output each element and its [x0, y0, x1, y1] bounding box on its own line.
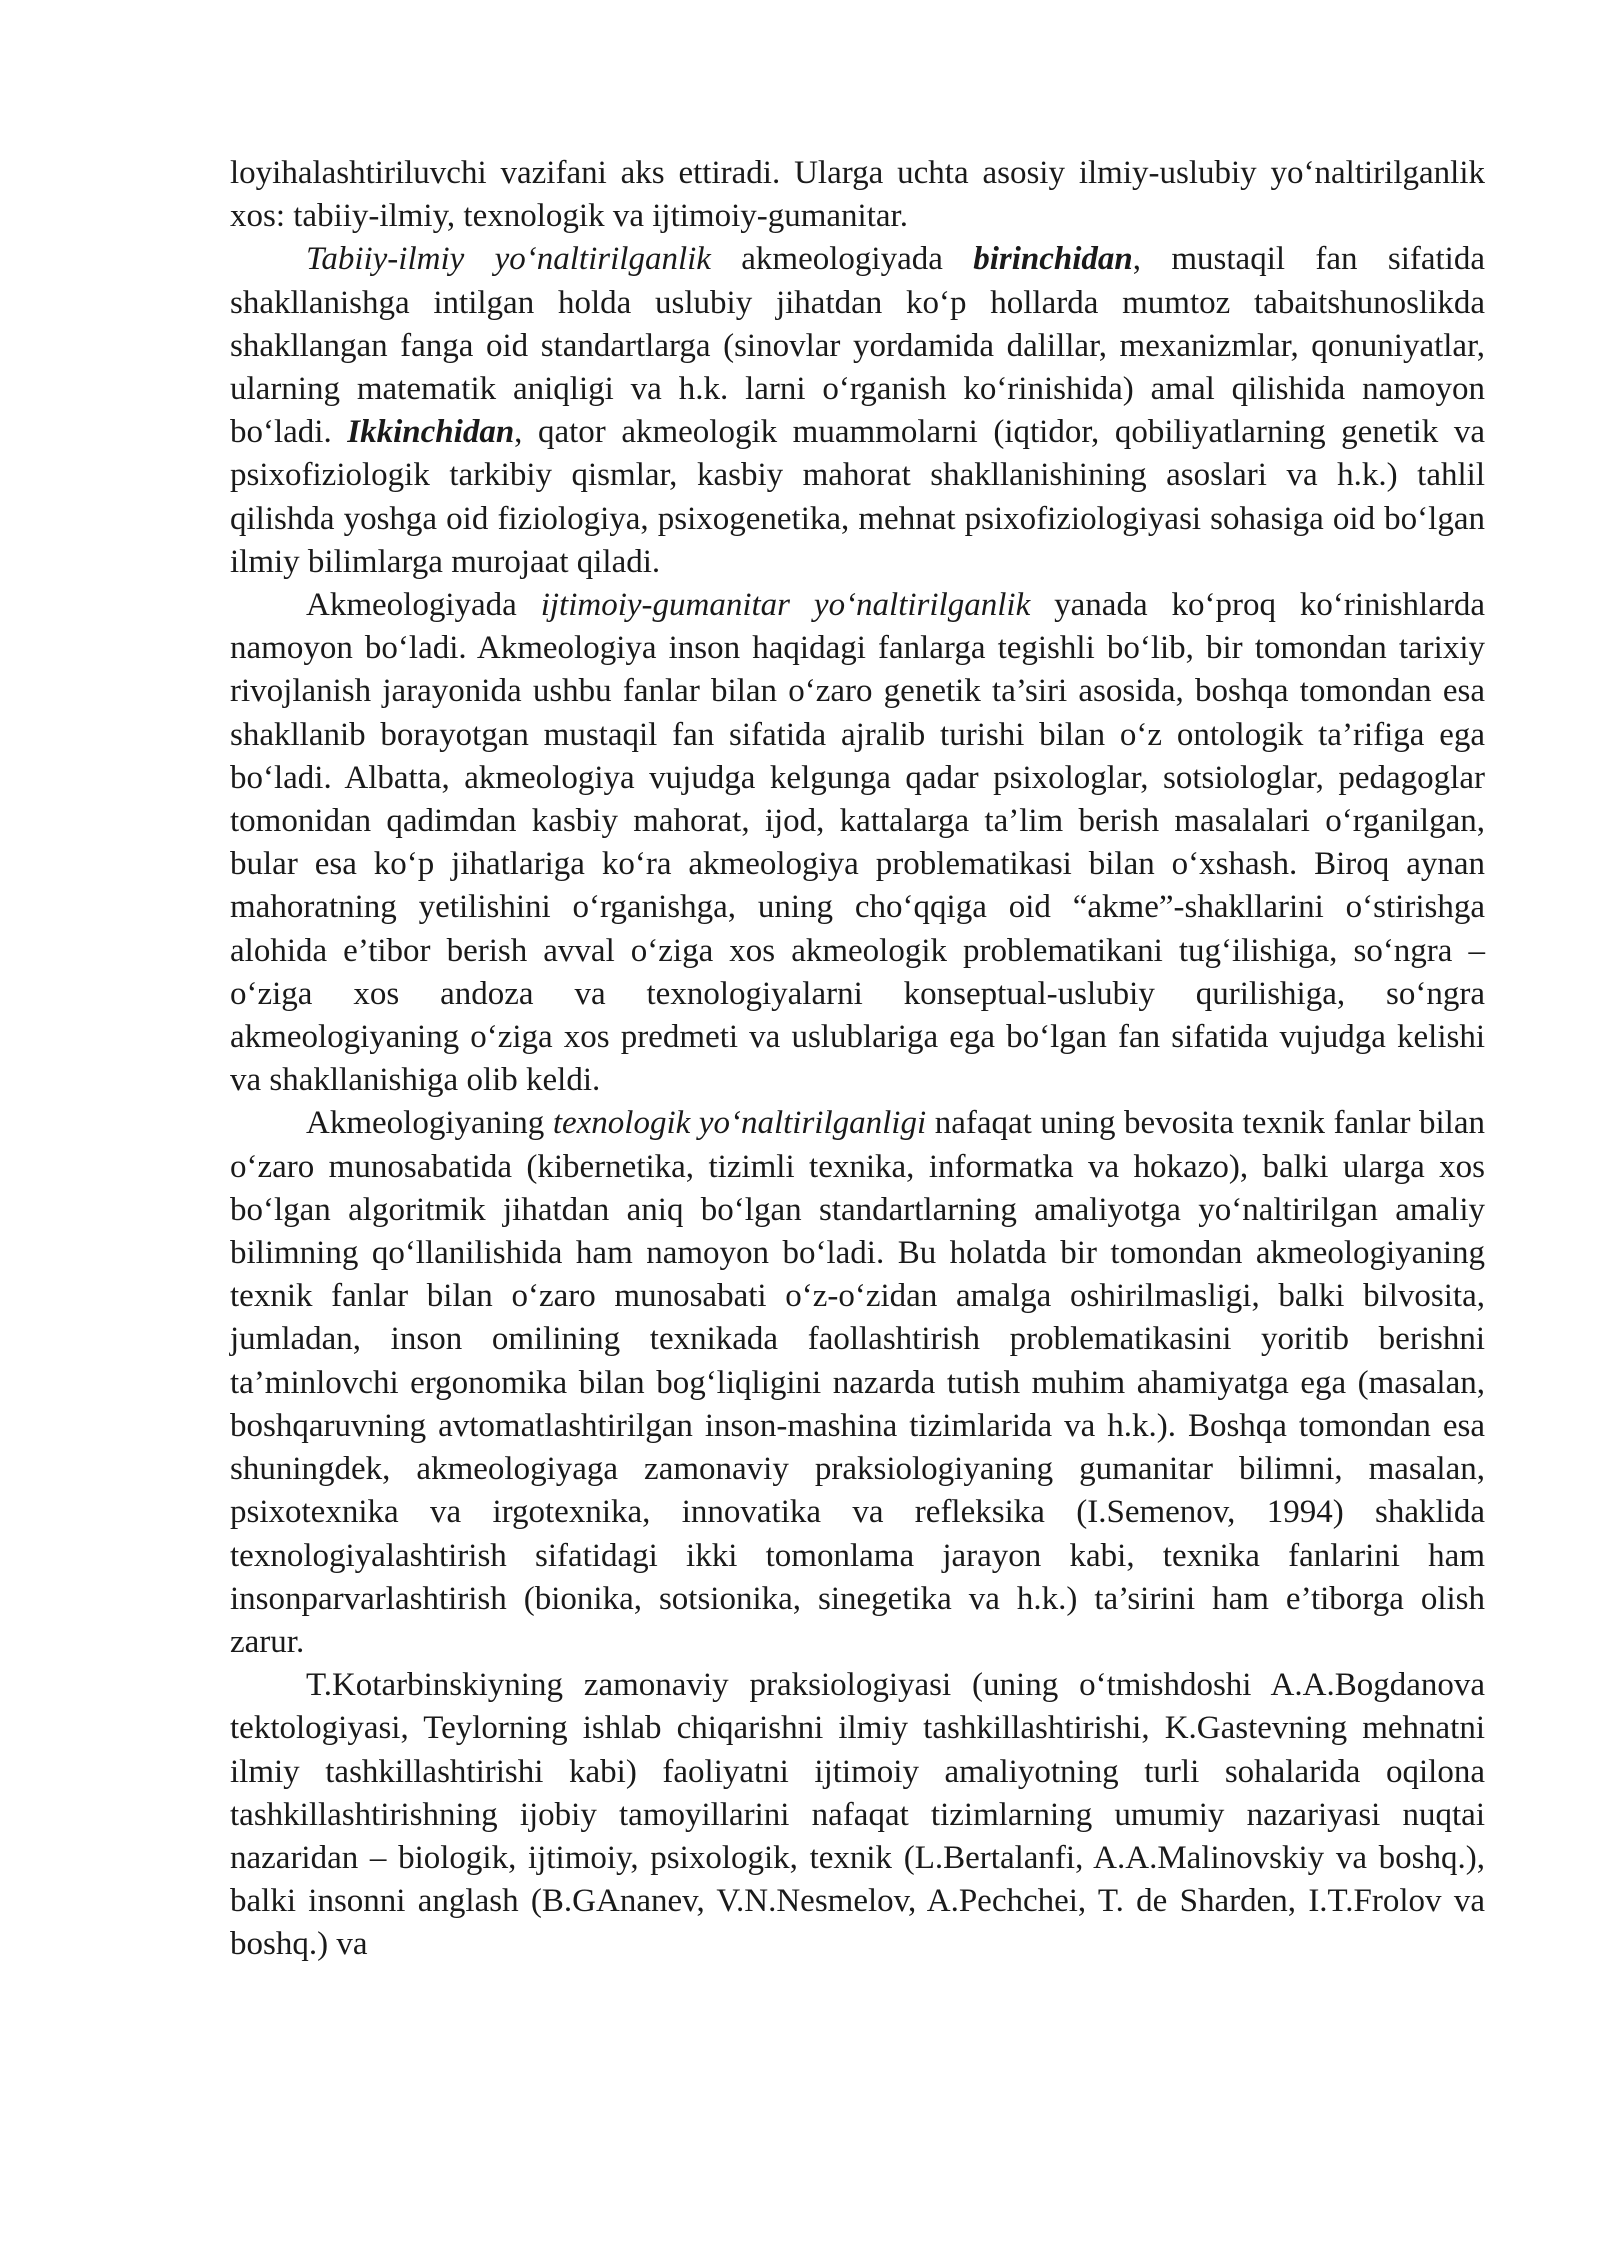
- text-run: Akmeologiyaning: [306, 1105, 553, 1142]
- document-page: [230, 152, 1485, 1967]
- text-run: T.Kotarbinskiyning zamonaviy praksiologiyasi (uning o‘tmishdoshi A.A.Bogdanova tektologiyasi, Teylorning ishlab chiqarishni ilmiy tashkillashtirishi, K.Gastevning mehnatni ilmiy tashkillashtirishi kabi) faoliyatni ijtimoiy amaliyotning turli sohalarida oqilona tashkillashtirishning ijobiy tamoyillarini nafaqat tizimlarning umumiy nazariyasi nuqtai nazaridan – biologik, ijtimoiy, psixologik, texnik (L.Bertalanfi, A.A.Malinovskiy va boshq.), balki insonni anglash (B.GAnanev, V.N.Nesmelov, A.Pechchei, T. de Sharden, I.T.Frolov va boshq.) va: [230, 1667, 1485, 1963]
- italic-term: ijtimoiy-gumanitar yo‘naltirilganlik: [540, 587, 1031, 624]
- italic-term: Tabiiy-ilmiy yo‘naltirilganlik: [306, 241, 711, 278]
- paragraph-2: [230, 238, 1485, 584]
- bold-italic-term: Ikkinchidan: [347, 414, 515, 451]
- paragraph-4: [230, 1102, 1485, 1664]
- text-run: , mustaqil fan sifatida shakllanishga intilgan holda uslubiy jihatdan ko‘p hollarda mumtoz tabaitshunoslikda shakllangan fanga oid standartlarga (sinovlar yordamida dalillar, mexanizmlar, qonuniyatlar, ularning matematik aniqligi va h.k. larni o‘rganish ko‘rinishida) amal qilishida namoyon bo‘ladi.: [230, 241, 1485, 451]
- bold-italic-term: birinchidan: [973, 241, 1133, 278]
- text-run: loyihalashtiriluvchi vazifani aks ettiradi. Ularga uchta asosiy ilmiy-uslubiy yo‘naltirilganlik xos: tabiiy-ilmiy, texnologik va ijtimoiy-gumanitar.: [230, 155, 1485, 235]
- text-run: yanada ko‘proq ko‘rinishlarda namoyon bo‘ladi. Akmeologiya inson haqidagi fanlarga tegishli bo‘lib, bir tomondan tarixiy rivojlanish jarayonida ushbu fanlar bilan o‘zaro genetik ta’siri asosida, boshqa tomondan esa shakllanib borayotgan mustaqil fan sifatida ajralib turishi bilan o‘z ontologik ta’rifiga ega bo‘ladi. Albatta, akmeologiya vujudga kelgunga qadar psixologlar, sotsiologlar, pedagoglar tomonidan qadimdan kasbiy mahorat, ijod, kattalarga ta’lim berish masalalari o‘rganilgan, bular esa ko‘p jihatlariga ko‘ra akmeologiya problematikasi bilan o‘xshash. Biroq aynan mahoratning yetilishini o‘rganishga, uning cho‘qqiga oid “akme”-shakllarini o‘stirishga alohida e’tibor berish avval o‘ziga xos akmeologik problematikani tug‘ilishiga, so‘ngra – o‘ziga xos andoza va texnologiyalarni konseptual-uslubiy qurilishiga, so‘ngra akmeologiyaning o‘ziga xos predmeti va uslublariga ega bo‘lgan fan sifatida vujudga kelishi va shakllanishiga olib keldi.: [230, 587, 1485, 1099]
- text-run: nafaqat uning bevosita texnik fanlar bilan o‘zaro munosabatida (kibernetika, tizimli texnika, informatka va hokazo), balki ularga xos bo‘lgan algoritmik jihatdan aniq bo‘lgan standartlarning amaliyotga yo‘naltirilgan amaliy bilimning qo‘llanilishida ham namoyon bo‘ladi. Bu holatda bir tomondan akmeologiyaning texnik fanlar bilan o‘zaro munosabati o‘z-o‘zidan amalga oshirilmasligi, balki bilvosita, jumladan, inson omilining texnikada faollashtirish problematikasini yoritib berishni ta’minlovchi ergonomika bilan bog‘liqligini nazarda tutish muhim ahamiyatga ega (masalan, boshqaruvning avtomatlashtirilgan inson-mashina tizimlarida va h.k.). Boshqa tomondan esa shuningdek, akmeologiyaga zamonaviy praksiologiyaning gumanitar bilimni, masalan, psixotexnika va irgotexnika, innovatika va refleksika (I.Semenov, 1994) shaklida texnologiyalashtirish sifatidagi ikki tomonlama jarayon kabi, texnika fanlarini ham insonparvarlashtirish (bionika, sotsionika, sinegetika va h.k.) ta’sirini ham e’tiborga olish zarur.: [230, 1105, 1485, 1660]
- paragraph-5: [230, 1664, 1485, 1966]
- paragraph-3: [230, 584, 1485, 1102]
- text-run: akmeologiyada: [710, 241, 974, 278]
- text-run: Akmeologiyada: [306, 587, 541, 624]
- text-run: , qator akmeologik muammolarni (iqtidor, qobiliyatlarning genetik va psixofiziologik tarkibiy qismlar, kasbiy mahorat shakllanishining asoslari va h.k.) tahlil qilishda yoshga oid fiziologiya, psixogenetika, mehnat psixofiziologiyasi sohasiga oid bo‘lgan ilmiy bilimlarga murojaat qiladi.: [230, 414, 1485, 580]
- italic-term: texnologik yo‘naltirilganligi: [552, 1105, 927, 1142]
- paragraph-1: [230, 152, 1485, 238]
